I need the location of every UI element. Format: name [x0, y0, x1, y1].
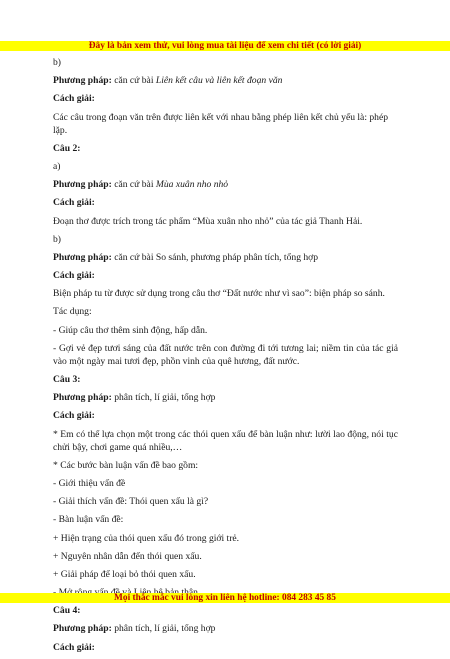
- method-text: căn cứ bài: [111, 75, 156, 87]
- question-heading: [53, 373, 398, 386]
- solution-label: [53, 409, 398, 422]
- solution-text: Biện pháp tu từ được sử dụng trong câu thơ “Đất nước như vì sao”: biện pháp so sánh.: [53, 288, 385, 300]
- method-line: [53, 391, 398, 404]
- solution-heading: Cách giải:: [53, 641, 95, 653]
- answer-line: + Hiện trạng của thói quen xấu đó trong giới trẻ.: [53, 532, 240, 544]
- hotline-banner: [0, 593, 450, 603]
- method-label: Phương pháp:: [53, 251, 112, 263]
- question-3-title: Câu 3:: [53, 374, 81, 385]
- solution-heading: Cách giải:: [53, 93, 95, 105]
- hotline-text: Mọi thắc mắc vui lòng xin liên hệ hotline: 084 283 45 85: [114, 593, 336, 603]
- answer-line: - Giải thích vấn đề: Thói quen xấu là gì?: [53, 496, 209, 508]
- solution-heading: Cách giải:: [53, 197, 95, 209]
- answer-line: + Nguyên nhân dẫn đến thói quen xấu.: [53, 550, 202, 562]
- solution-text: Đoạn thơ được trích trong tác phẩm “Mùa xuân nho nhỏ” của tác giả Thanh Hải.: [53, 215, 363, 227]
- answer-line: + Giải pháp để loại bỏ thói quen xấu.: [53, 568, 196, 580]
- method-line: [53, 622, 398, 635]
- effect-item: - Gợi vẻ đẹp tươi sáng của đất nước trên con đường đi tới tương lai; niềm tin của tác giả vào một ngày mai tươi đẹp, phồn vinh của quê hương, đất nước.: [53, 342, 398, 367]
- solution-heading: Cách giải:: [53, 410, 95, 422]
- part-b-label: b): [53, 233, 61, 245]
- preview-notice-banner: [0, 41, 450, 51]
- question-heading: [53, 604, 398, 617]
- method-label: Phương pháp:: [53, 75, 112, 87]
- document-body: [53, 56, 398, 659]
- effect-item: - Giúp câu thơ thêm sinh động, hấp dẫn.: [53, 324, 208, 336]
- method-text: căn cứ bài: [111, 179, 156, 191]
- answer-line: * Các bước bàn luận vấn đề bao gồm:: [53, 459, 199, 471]
- answer-line: - Giới thiệu vấn đề: [53, 477, 126, 489]
- solution-label: [53, 269, 398, 282]
- method-label: Phương pháp:: [53, 623, 112, 635]
- answer-line: * Em có thể lựa chọn một trong các thói quen xấu để bàn luận như: lười lao động, nói tục chửi bậy, chơi game quá nhiều,…: [53, 428, 398, 453]
- method-text: phân tích, lí giải, tổng hợp: [111, 392, 216, 404]
- method-label: Phương pháp:: [53, 392, 112, 404]
- part-a-label: a): [53, 160, 61, 172]
- solution-text: Các câu trong đoạn văn trên được liên kết với nhau bằng phép liên kết chủ yếu là: phép lặp.: [53, 111, 389, 136]
- lesson-title: Liên kết câu và liên kết đoạn văn: [155, 75, 283, 87]
- part-b-label: b): [53, 57, 61, 68]
- question-2-title: Câu 2:: [53, 142, 81, 154]
- question-4-title: Câu 4:: [53, 605, 81, 617]
- effect-label: Tác dụng:: [53, 306, 92, 318]
- method-line: [53, 178, 398, 191]
- preview-notice-text: Đây là bản xem thử, vui lòng mua tài liệu để xem chi tiết (có lời giải): [88, 41, 362, 51]
- solution-heading: Cách giải:: [53, 270, 95, 282]
- method-line: [53, 251, 398, 264]
- method-label: Phương pháp:: [53, 179, 112, 191]
- answer-line: - Bàn luận vấn đề:: [53, 514, 124, 526]
- method-text: căn cứ bài So sánh, phương pháp phân tích, tổng hợp: [111, 251, 319, 263]
- solution-label: [53, 641, 398, 654]
- solution-label: [53, 196, 398, 209]
- method-text: phân tích, lí giải, tổng hợp: [111, 623, 216, 635]
- question-heading: [53, 142, 398, 155]
- lesson-title: Mùa xuân nho nhỏ: [155, 179, 229, 191]
- solution-label: [53, 92, 398, 105]
- method-line: [53, 74, 398, 87]
